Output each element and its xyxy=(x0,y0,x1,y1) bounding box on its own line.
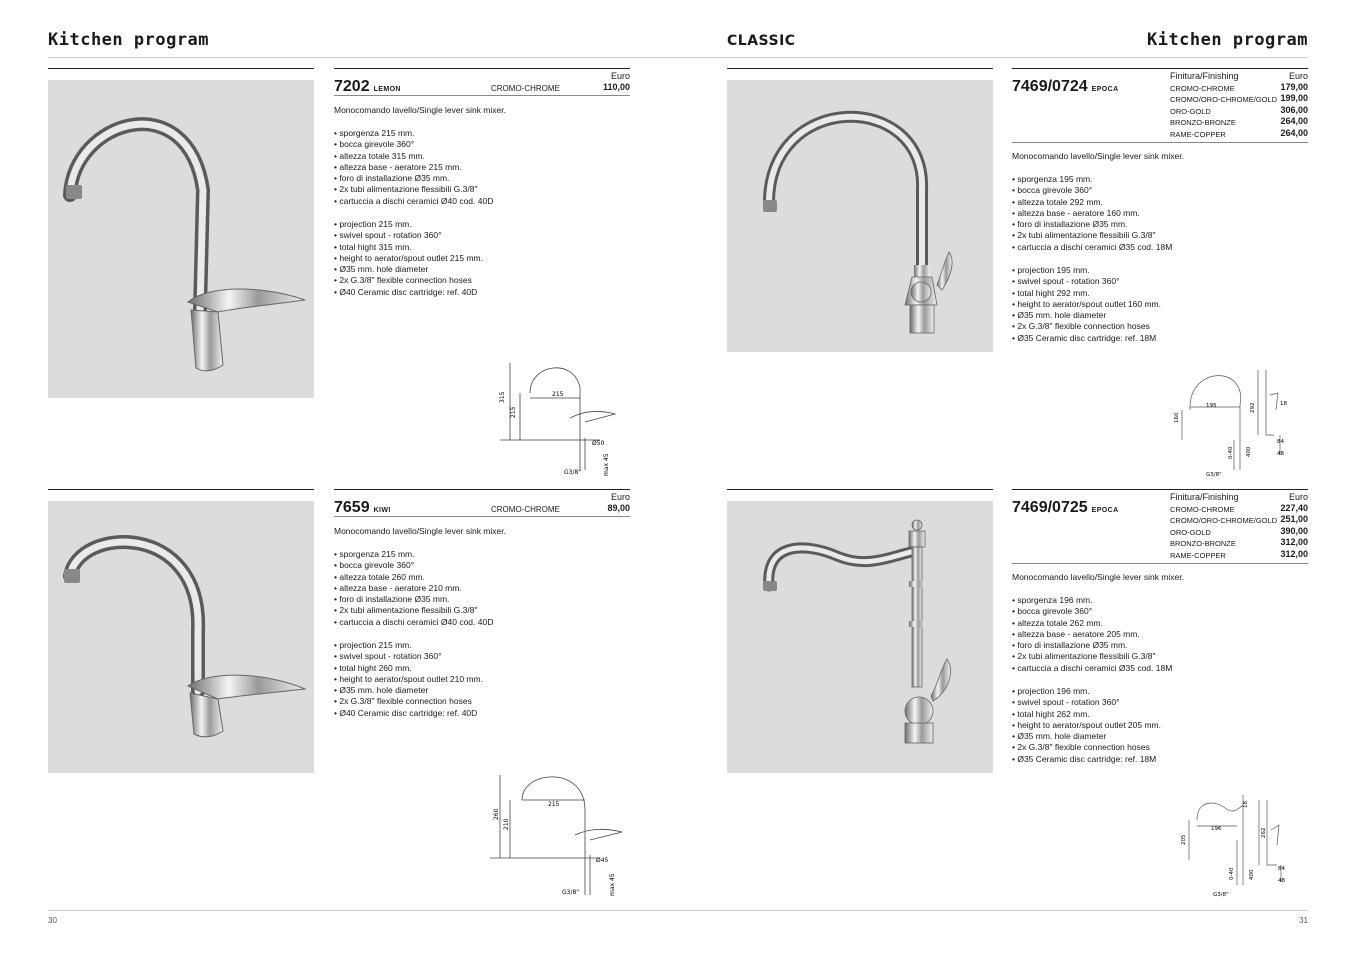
list-item: • swivel spout - rotation 360° xyxy=(334,651,483,662)
list-item: • bocca girevole 360° xyxy=(1012,185,1172,196)
p4-dim-3: 18 xyxy=(1243,801,1249,808)
p3-price-1: 179,00 xyxy=(1280,82,1308,92)
p3-product-photo xyxy=(727,80,993,352)
p1-finish: CROMO-CHROME xyxy=(491,84,560,93)
kiwi-faucet-image xyxy=(48,501,314,773)
p2-it-specs xyxy=(334,549,493,628)
p4-finish-3: ORO-GOLD xyxy=(1170,528,1211,537)
p4-price-2: 251,00 xyxy=(1280,514,1308,524)
list-item: • altezza base - aeratore 205 mm. xyxy=(1012,629,1172,640)
list-item: • height to aerator/spout outlet 160 mm. xyxy=(1012,299,1161,310)
list-item: • 2x G.3/8" flexible connection hoses xyxy=(1012,321,1161,332)
p4-technical-drawing xyxy=(1175,790,1300,900)
list-item: • 2x G.3/8" flexible connection hoses xyxy=(334,696,483,707)
p3-dim-8: 400 xyxy=(1246,446,1252,457)
list-item: • foro di installazione Ø35 mm. xyxy=(334,173,493,184)
list-item: • Ø35 mm. hole diameter xyxy=(334,264,483,275)
p3-price-4: 264,00 xyxy=(1280,116,1308,126)
p1-description: Monocomando lavello/Single lever sink mixer. xyxy=(334,105,506,115)
list-item: • total hight 262 mm. xyxy=(1012,709,1161,720)
p4-finish-4: BRONZO-BRONZE xyxy=(1170,539,1236,548)
list-item: • Ø35 Ceramic disc cartridge: ref. 18M xyxy=(1012,333,1161,344)
p4-en-specs xyxy=(1012,686,1161,765)
p2-description: Monocomando lavello/Single lever sink mixer. xyxy=(334,526,506,536)
p4-finish-5: RAME-COPPER xyxy=(1170,551,1226,560)
p3-description: Monocomando lavello/Single lever sink mixer. xyxy=(1012,151,1184,161)
p3-it-specs xyxy=(1012,174,1172,253)
p1-it-specs xyxy=(334,128,493,207)
list-item: • cartuccia a dischi ceramici Ø40 cod. 40D xyxy=(334,196,493,207)
p4-description: Monocomando lavello/Single lever sink mixer. xyxy=(1012,572,1184,582)
p2-en-specs xyxy=(334,640,483,719)
p4-finishing-label: Finitura/Finishing xyxy=(1170,492,1239,502)
list-item: • total hight 292 mm. xyxy=(1012,288,1161,299)
list-item: • sporgenza 215 mm. xyxy=(334,549,493,560)
p4-dim-9: G3/8" xyxy=(1213,892,1229,898)
p4-dim-4: 262 xyxy=(1261,827,1267,838)
p2-dim-5: max 45 xyxy=(609,873,616,896)
list-item: • altezza totale 260 mm. xyxy=(334,572,493,583)
list-item: • Ø40 Ceramic disc cartridge: ref. 40D xyxy=(334,708,483,719)
p1-dim-2: 215 xyxy=(510,406,517,418)
p3-name: EPOCA xyxy=(1091,86,1119,93)
p1-dim-1: 315 xyxy=(499,391,506,403)
p3-info-rule xyxy=(1012,68,1308,69)
p3-code-line xyxy=(1012,78,1119,96)
p3-technical-drawing xyxy=(1168,365,1293,480)
p1-product-photo xyxy=(48,80,314,398)
lemon-faucet-image xyxy=(48,80,314,398)
p3-price-5: 264,00 xyxy=(1280,128,1308,138)
list-item: • foro di installazione Ø35 mm. xyxy=(1012,219,1172,230)
p4-info-rule xyxy=(1012,489,1308,490)
p3-photo-rule xyxy=(727,68,993,69)
p3-finish-4: BRONZO-BRONZE xyxy=(1170,118,1236,127)
p1-dim-5: max 45 xyxy=(603,453,610,476)
p2-code-line xyxy=(334,499,391,517)
p4-price-5: 312,00 xyxy=(1280,549,1308,559)
p3-finish-3: ORO-GOLD xyxy=(1170,107,1211,116)
list-item: • 2x tubi alimentazione flessibili G.3/8" xyxy=(334,184,493,195)
p3-dim-3: 292 xyxy=(1250,402,1256,413)
p4-dim-7: 0-40 xyxy=(1229,867,1235,880)
list-item: • height to aerator/spout outlet 205 mm. xyxy=(1012,720,1161,731)
p3-dim-1: 160 xyxy=(1174,412,1180,423)
p1-dim-3: 215 xyxy=(552,391,564,398)
p2-photo-rule xyxy=(48,489,314,490)
p3-dim-4: 18 xyxy=(1280,401,1287,407)
p2-product-photo xyxy=(48,501,314,773)
p4-dim-8: 400 xyxy=(1249,869,1255,880)
list-item: • cartuccia a dischi ceramici Ø40 cod. 40D xyxy=(334,617,493,628)
p4-it-specs xyxy=(1012,595,1172,674)
p4-finish-1: CROMO-CHROME xyxy=(1170,505,1235,514)
list-item: • altezza base - aeratore 210 mm. xyxy=(334,583,493,594)
list-item: • foro di installazione Ø35 mm. xyxy=(1012,640,1172,651)
p3-price-2: 199,00 xyxy=(1280,93,1308,103)
p4-currency: Euro xyxy=(1288,492,1308,502)
p4-product-photo xyxy=(727,501,993,773)
list-item: • Ø35 mm. hole diameter xyxy=(1012,310,1161,321)
list-item: • altezza totale 315 mm. xyxy=(334,151,493,162)
p2-info-rule xyxy=(334,489,630,490)
list-item: • Ø35 Ceramic disc cartridge: ref. 18M xyxy=(1012,754,1161,765)
p1-code: 7202 xyxy=(334,78,370,95)
p2-dim-3: 215 xyxy=(548,801,560,808)
list-item: • altezza base - aeratore 215 mm. xyxy=(334,162,493,173)
list-item: • cartuccia a dischi ceramici Ø35 cod. 18M xyxy=(1012,663,1172,674)
p3-dim-2: 195 xyxy=(1206,403,1217,409)
p1-code-line xyxy=(334,78,401,96)
list-item: • swivel spout - rotation 360° xyxy=(1012,276,1161,287)
list-item: • sporgenza 196 mm. xyxy=(1012,595,1172,606)
p3-dim-9: G3/8" xyxy=(1206,472,1222,478)
list-item: • altezza totale 262 mm. xyxy=(1012,618,1172,629)
p4-price-rule xyxy=(1012,563,1308,564)
p1-technical-drawing xyxy=(500,358,620,478)
right-header-title: Kitchen program xyxy=(1146,30,1308,50)
list-item: • 2x tubi alimentazione flessibili G.3/8" xyxy=(1012,651,1172,662)
p2-price: 89,00 xyxy=(607,503,630,513)
list-item: • swivel spout - rotation 360° xyxy=(1012,697,1161,708)
list-item: • 2x G.3/8" flexible connection hoses xyxy=(334,275,483,286)
p2-code: 7659 xyxy=(334,499,370,516)
p4-code: 7469/0725 xyxy=(1012,499,1088,516)
list-item: • bocca girevole 360° xyxy=(334,560,493,571)
list-item: • altezza base - aeratore 160 mm. xyxy=(1012,208,1172,219)
p2-name: KIWI xyxy=(373,507,391,514)
p4-dim-1: 205 xyxy=(1181,834,1187,845)
p3-finish-5: RAME-COPPER xyxy=(1170,130,1226,139)
p1-name: LEMON xyxy=(373,86,401,93)
p4-photo-rule xyxy=(727,489,993,490)
p1-dim-4: Ø50 xyxy=(592,440,605,447)
list-item: • total hight 260 mm. xyxy=(334,663,483,674)
p4-dim-6: 48 xyxy=(1278,878,1285,884)
p1-currency: Euro xyxy=(610,71,630,81)
p4-name: EPOCA xyxy=(1091,507,1119,514)
list-item: • foro di installazione Ø35 mm. xyxy=(334,594,493,605)
center-header-title: CLASSIC xyxy=(727,33,796,49)
list-item: • projection 196 mm. xyxy=(1012,686,1161,697)
list-item: • swivel spout - rotation 360° xyxy=(334,230,483,241)
p2-currency: Euro xyxy=(610,492,630,502)
p3-finish-1: CROMO-CHROME xyxy=(1170,84,1235,93)
p4-price-4: 312,00 xyxy=(1280,537,1308,547)
p3-code: 7469/0724 xyxy=(1012,78,1088,95)
left-header-title: Kitchen program xyxy=(48,30,210,50)
p3-finish-2: CROMO/ORO-CHROME/GOLD xyxy=(1170,95,1278,104)
epoca-gooseneck-faucet-image xyxy=(727,80,993,352)
list-item: • sporgenza 215 mm. xyxy=(334,128,493,139)
list-item: • Ø35 mm. hole diameter xyxy=(334,685,483,696)
p4-finish-2: CROMO/ORO-CHROME/GOLD xyxy=(1170,516,1278,525)
list-item: • total hight 315 mm. xyxy=(334,242,483,253)
list-item: • bocca girevole 360° xyxy=(334,139,493,150)
p2-technical-drawing xyxy=(490,770,625,900)
p3-price-rule xyxy=(1012,142,1308,143)
list-item: • height to aerator/spout outlet 210 mm. xyxy=(334,674,483,685)
p1-en-specs xyxy=(334,219,483,298)
list-item: • height to aerator/spout outlet 215 mm. xyxy=(334,253,483,264)
list-item: • Ø35 mm. hole diameter xyxy=(1012,731,1161,742)
list-item: • Ø40 Ceramic disc cartridge: ref. 40D xyxy=(334,287,483,298)
header-rule xyxy=(48,57,1308,58)
list-item: • sporgenza 195 mm. xyxy=(1012,174,1172,185)
list-item: • projection 195 mm. xyxy=(1012,265,1161,276)
list-item: • 2x G.3/8" flexible connection hoses xyxy=(1012,742,1161,753)
p2-dim-6: G3/8" xyxy=(562,889,580,896)
p3-dim-7: 0-40 xyxy=(1228,446,1234,459)
p4-dim-5: 84 xyxy=(1278,866,1285,872)
p4-price-1: 227,40 xyxy=(1280,503,1308,513)
p1-dim-6: G3/8" xyxy=(564,469,582,476)
p1-info-rule xyxy=(334,68,630,69)
p4-dim-2: 196 xyxy=(1211,826,1222,832)
p2-dim-2: 210 xyxy=(503,818,510,830)
list-item: • 2x tubi alimentazione flessibili G.3/8" xyxy=(1012,230,1172,241)
epoca-classic-spout-faucet-image xyxy=(727,501,993,773)
p1-price-rule xyxy=(334,95,630,96)
left-page-number: 30 xyxy=(48,916,57,925)
p4-code-line xyxy=(1012,499,1119,517)
p4-price-3: 390,00 xyxy=(1280,526,1308,536)
p3-finishing-label: Finitura/Finishing xyxy=(1170,71,1239,81)
list-item: • projection 215 mm. xyxy=(334,219,483,230)
p3-dim-5: 84 xyxy=(1277,439,1284,445)
p2-dim-4: Ø45 xyxy=(596,857,609,864)
footer-rule xyxy=(48,910,1308,911)
right-page-number: 31 xyxy=(1299,916,1308,925)
p3-price-3: 306,00 xyxy=(1280,105,1308,115)
p3-en-specs xyxy=(1012,265,1161,344)
p2-price-rule xyxy=(334,516,630,517)
p2-dim-1: 260 xyxy=(493,808,500,820)
list-item: • cartuccia a dischi ceramici Ø35 cod. 18M xyxy=(1012,242,1172,253)
list-item: • 2x tubi alimentazione flessibili G.3/8" xyxy=(334,605,493,616)
list-item: • altezza totale 292 mm. xyxy=(1012,197,1172,208)
p3-currency: Euro xyxy=(1288,71,1308,81)
p1-photo-rule xyxy=(48,68,314,69)
list-item: • bocca girevole 360° xyxy=(1012,606,1172,617)
p2-finish: CROMO-CHROME xyxy=(491,505,560,514)
p1-price: 110,00 xyxy=(602,82,630,92)
p3-dim-6: 48 xyxy=(1277,451,1284,457)
list-item: • projection 215 mm. xyxy=(334,640,483,651)
